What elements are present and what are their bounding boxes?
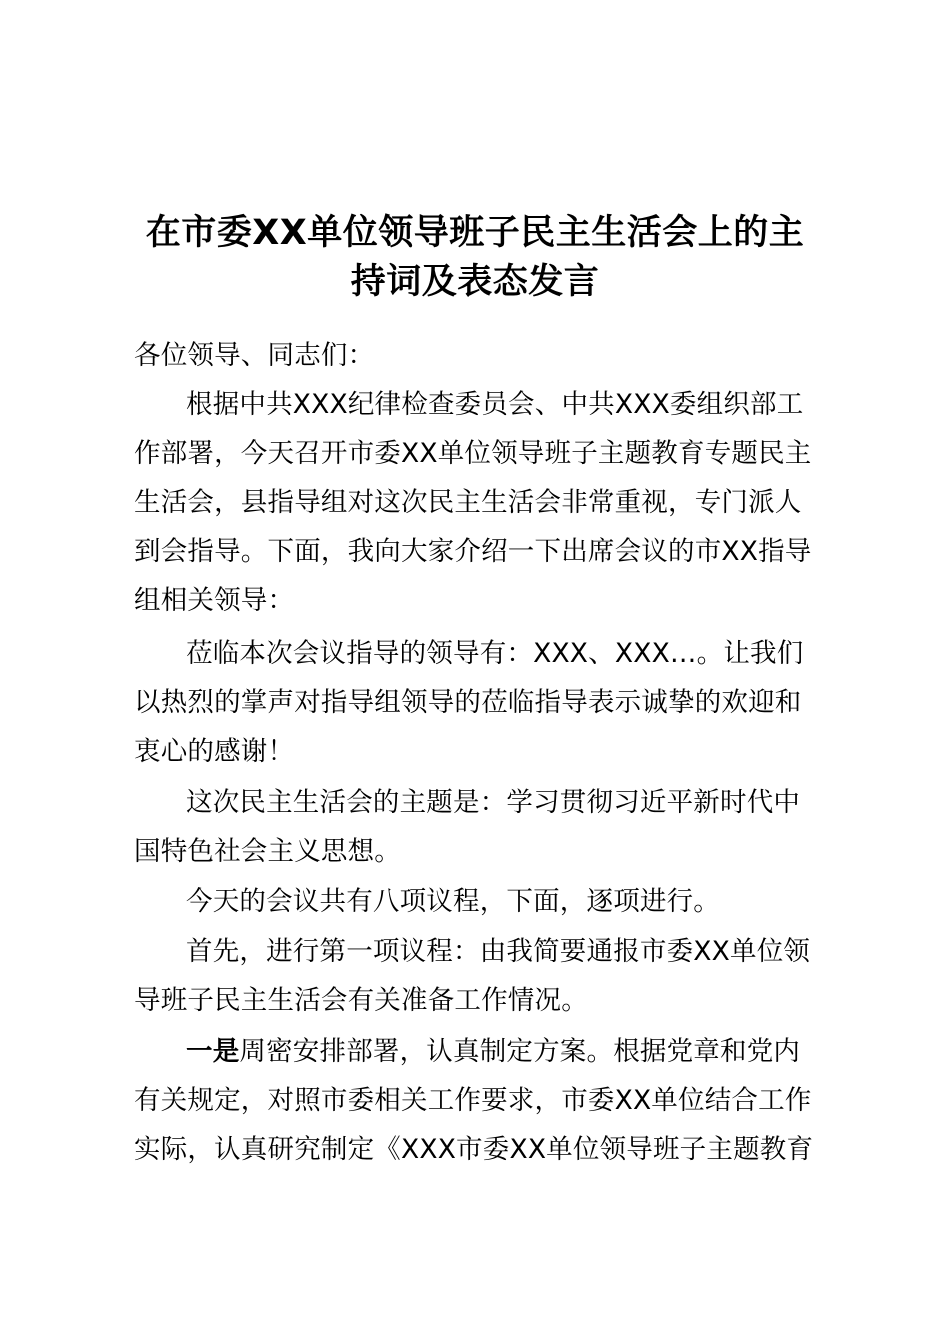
paragraph-line: 国特色社会主义思想。 xyxy=(134,836,401,867)
paragraph-line: 根据中共XXX纪律检查委员会、中共XXX委组织部工 xyxy=(186,389,804,420)
paragraph-line: 作部署，今天召开市委XX单位领导班子主题教育专题民主 xyxy=(134,438,812,469)
paragraph-line: 莅临本次会议指导的领导有：XXX、XXX…。让我们 xyxy=(186,638,804,669)
paragraph-line-with-bold-lead xyxy=(186,1027,896,1077)
paragraph-line: 实际，认真研究制定《XXX市委XX单位领导班子主题教育 xyxy=(134,1134,814,1165)
paragraph-line: 首先，进行第一项议程：由我简要通报市委XX单位领 xyxy=(186,936,811,967)
bold-lead: 一是 xyxy=(186,1036,240,1067)
document-title-line-1: 在市委XX单位领导班子民主生活会上的主 xyxy=(145,213,805,253)
paragraph-line: 到会指导。下面，我向大家介绍一下出席会议的市XX指导 xyxy=(134,536,812,567)
paragraph-line: 以热烈的掌声对指导组领导的莅临指导表示诚挚的欢迎和 xyxy=(134,687,802,718)
paragraph-line: 有关规定，对照市委相关工作要求，市委XX单位结合工作 xyxy=(134,1085,812,1116)
paragraph-line: 组相关领导： xyxy=(134,585,295,616)
paragraph-line: 这次民主生活会的主题是：学习贯彻习近平新时代中 xyxy=(186,787,801,818)
document-title-line-2: 持词及表态发言 xyxy=(350,262,600,302)
paragraph-line-text: 周密安排部署，认真制定方案。根据党章和党内 xyxy=(239,1036,801,1067)
paragraph-line: 衷心的感谢！ xyxy=(134,736,295,767)
salutation: 各位领导、同志们： xyxy=(134,340,375,371)
paragraph-line: 导班子民主生活会有关准备工作情况。 xyxy=(134,985,588,1016)
paragraph-line: 生活会，县指导组对这次民主生活会非常重视，专门派人 xyxy=(134,487,802,518)
paragraph-line: 今天的会议共有八项议程，下面，逐项进行。 xyxy=(186,886,720,917)
